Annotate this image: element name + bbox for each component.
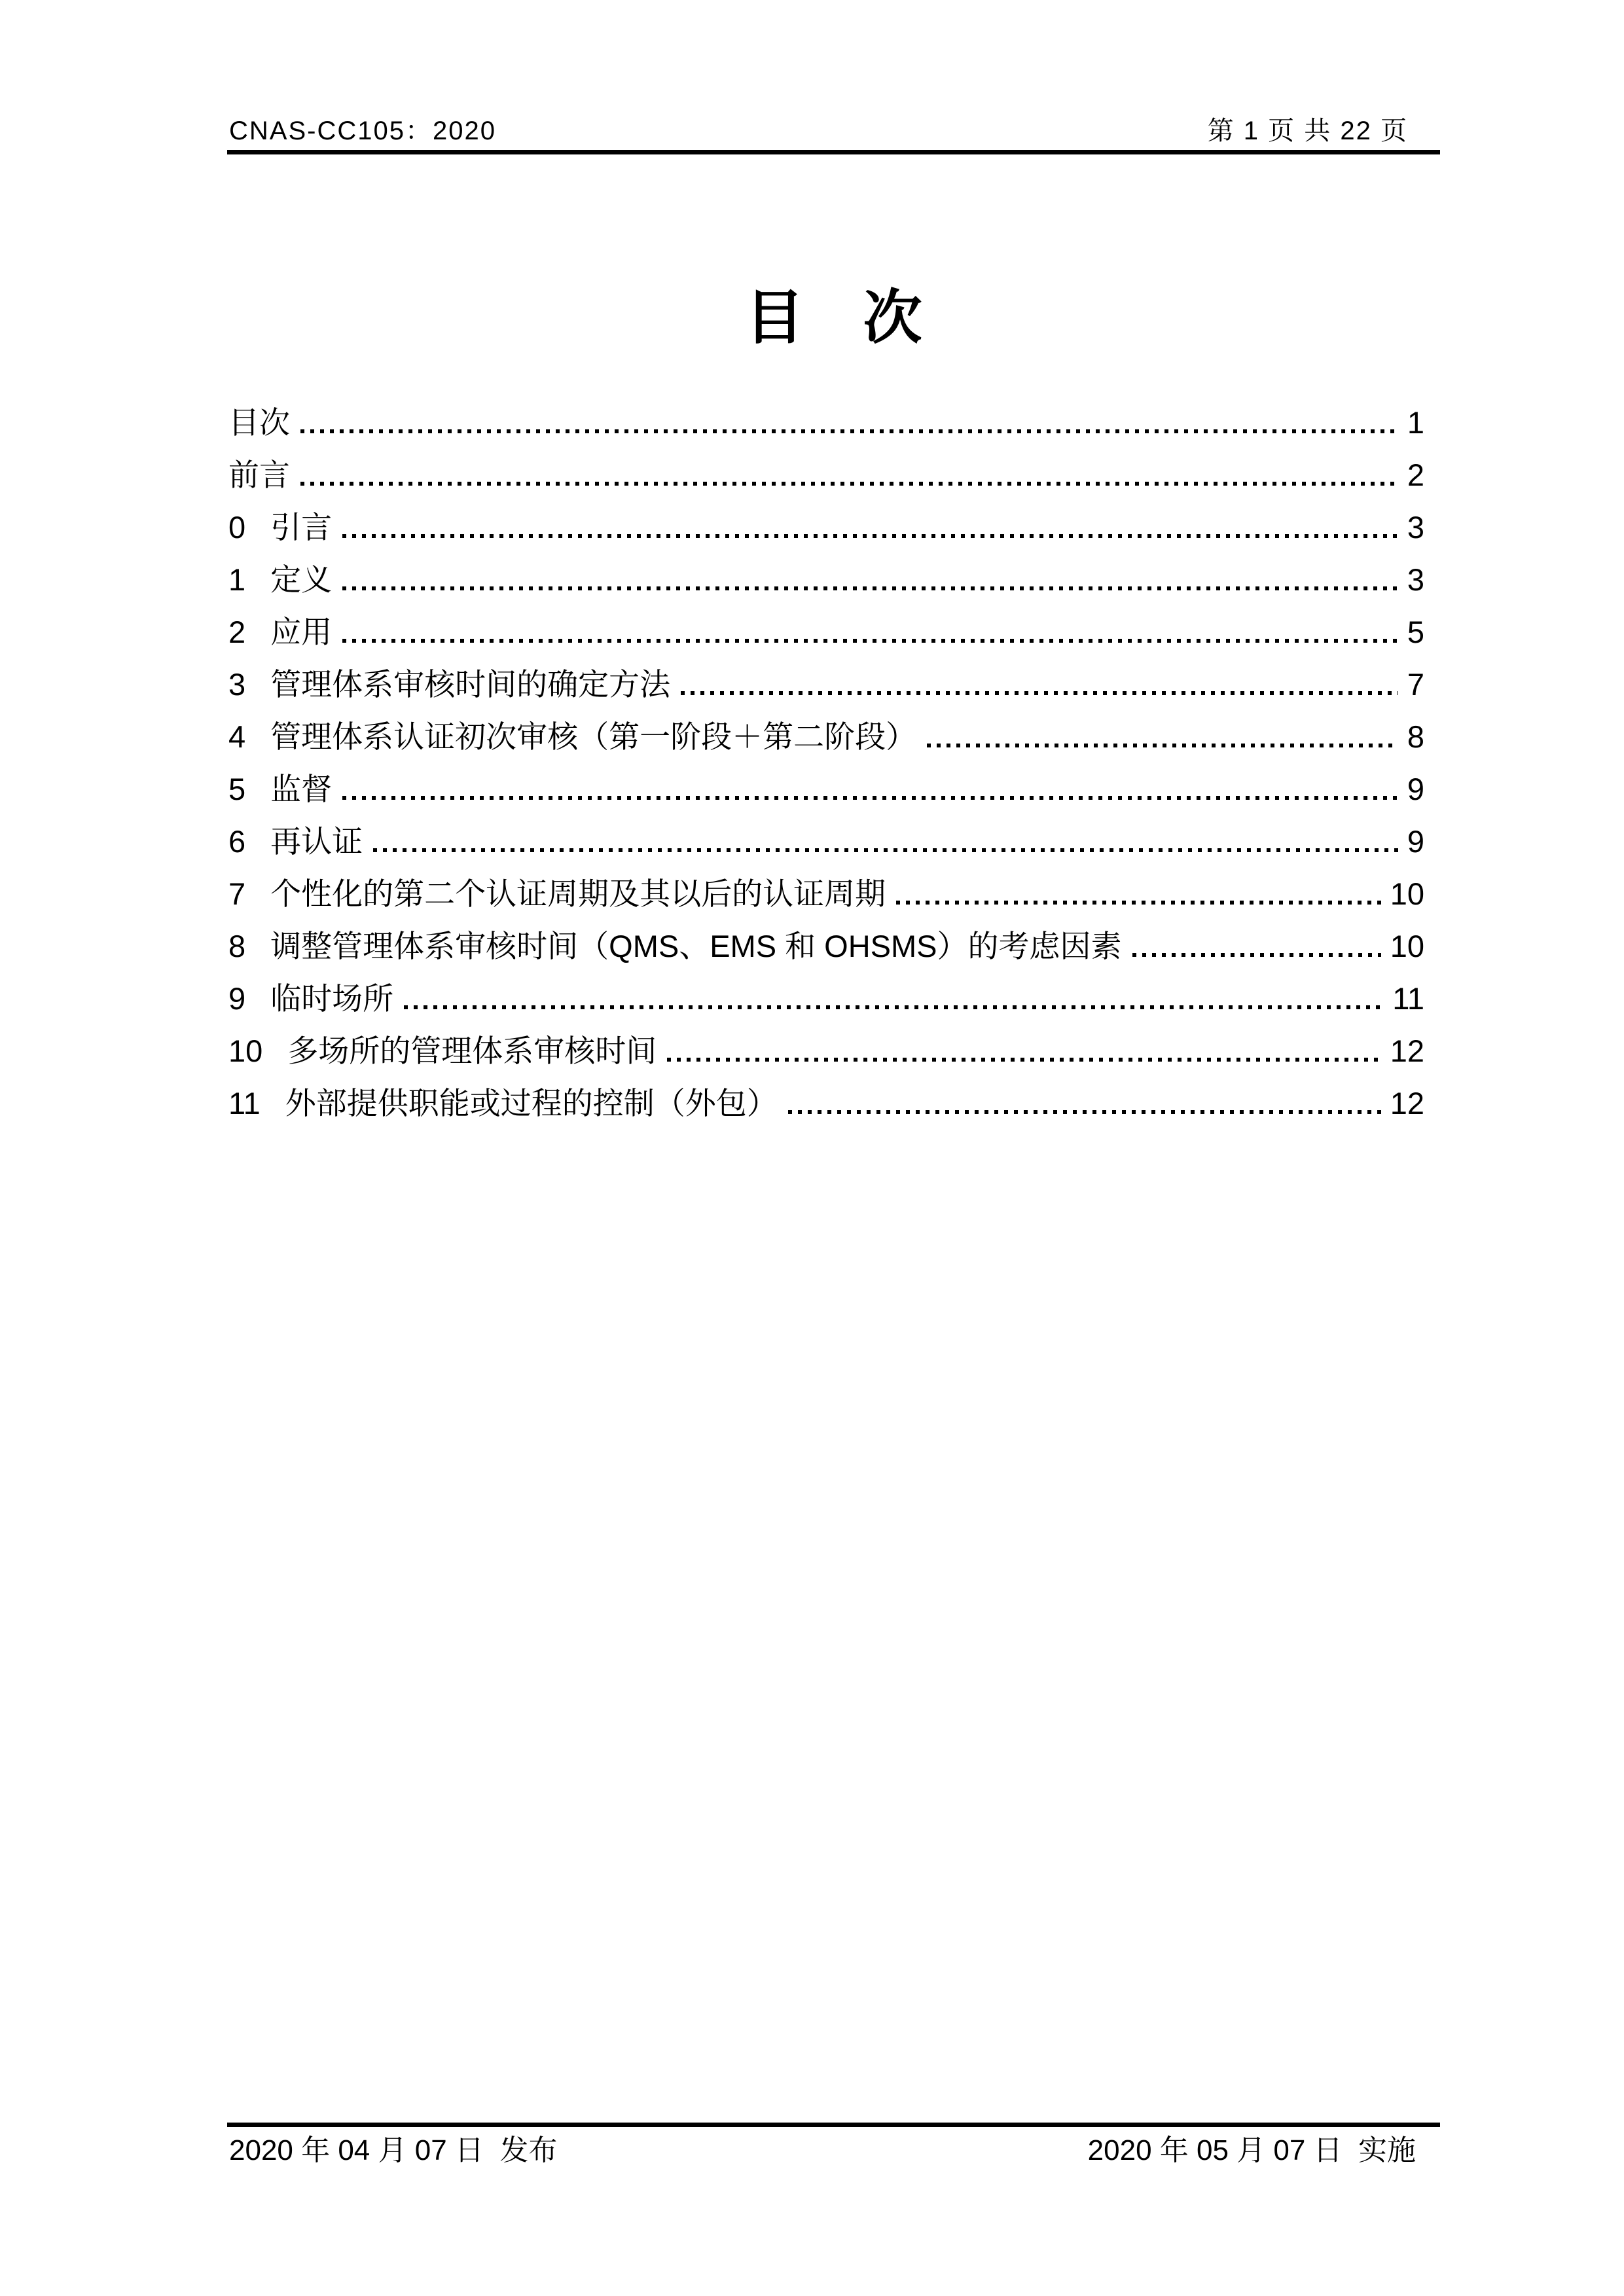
toc-entry-label: 多场所的管理体系审核时间 bbox=[287, 1033, 657, 1068]
toc-leader-dots bbox=[342, 534, 1398, 538]
toc-entry[interactable] bbox=[228, 816, 1424, 868]
toc-list bbox=[228, 397, 1424, 1130]
toc-entry-label: 外部提供职能或过程的控制（外包） bbox=[285, 1086, 778, 1121]
toc-entry-page: 2 bbox=[1407, 457, 1424, 492]
toc-entry[interactable] bbox=[228, 1025, 1424, 1077]
toc-entry-page: 9 bbox=[1407, 824, 1424, 859]
toc-entry-page: 3 bbox=[1407, 510, 1424, 545]
toc-entry-number: 11 bbox=[228, 1086, 261, 1121]
toc-entry-number: 9 bbox=[228, 981, 246, 1016]
header-doc-code: CNAS-CC105：2020 bbox=[229, 117, 496, 145]
toc-entry[interactable] bbox=[228, 658, 1424, 711]
toc-entry-number: 10 bbox=[228, 1033, 263, 1068]
toc-leader-dots bbox=[342, 586, 1398, 590]
toc-entry-page: 11 bbox=[1392, 981, 1424, 1016]
toc-entry-page: 10 bbox=[1390, 929, 1424, 963]
toc-entry[interactable] bbox=[228, 606, 1424, 658]
toc-entry-label: 管理体系审核时间的确定方法 bbox=[270, 667, 671, 702]
toc-entry-page: 12 bbox=[1390, 1086, 1424, 1121]
toc-entry-number: 7 bbox=[228, 876, 246, 911]
toc-leader-dots bbox=[667, 1058, 1380, 1062]
toc-leader-dots bbox=[896, 901, 1381, 905]
toc-entry-page: 10 bbox=[1390, 876, 1424, 911]
toc-leader-dots bbox=[681, 691, 1398, 695]
toc-entry-label: 定义 bbox=[270, 562, 333, 597]
header-page-indicator: 第 1 页 共 22 页 bbox=[1207, 117, 1408, 145]
page-footer bbox=[229, 2132, 1416, 2169]
header-rule bbox=[227, 150, 1440, 154]
toc-entry[interactable] bbox=[228, 554, 1424, 606]
toc-entry-number: 2 bbox=[228, 615, 246, 649]
toc-entry-label: 再认证 bbox=[270, 824, 363, 859]
toc-entry-label: 调整管理体系审核时间（QMS、EMS 和 OHSMS）的考虑因素 bbox=[270, 929, 1122, 963]
toc-entry-page: 7 bbox=[1407, 667, 1424, 702]
toc-title: 目 次 bbox=[745, 285, 922, 351]
toc-leader-dots bbox=[927, 744, 1398, 747]
toc-entry[interactable] bbox=[228, 973, 1424, 1025]
toc-entry-label: 管理体系认证初次审核（第一阶段＋第二阶段） bbox=[270, 719, 917, 754]
toc-entry-page: 1 bbox=[1407, 405, 1424, 440]
toc-entry-page: 5 bbox=[1407, 615, 1424, 649]
toc-entry-page: 12 bbox=[1390, 1033, 1424, 1068]
toc-entry-label: 个性化的第二个认证周期及其以后的认证周期 bbox=[270, 876, 886, 911]
toc-leader-dots bbox=[404, 1005, 1383, 1009]
toc-leader-dots bbox=[1132, 953, 1381, 957]
toc-entry-label: 引言 bbox=[270, 510, 333, 545]
toc-entry-number: 0 bbox=[228, 510, 246, 545]
footer-implementation-date: 2020 年 05 月 07 日 实施 bbox=[1087, 2134, 1416, 2166]
toc-entry[interactable] bbox=[228, 711, 1424, 763]
toc-entry-number: 8 bbox=[228, 929, 246, 963]
toc-leader-dots bbox=[342, 639, 1398, 643]
toc-entry[interactable] bbox=[228, 920, 1424, 973]
toc-entry-label: 目次 bbox=[228, 405, 290, 440]
footer-issue-date: 2020 年 04 月 07 日 发布 bbox=[229, 2134, 558, 2166]
toc-entry-page: 9 bbox=[1407, 772, 1424, 806]
toc-leader-dots bbox=[373, 848, 1398, 852]
page-header bbox=[229, 115, 1408, 147]
toc-entry[interactable] bbox=[228, 449, 1424, 501]
toc-entry-number: 4 bbox=[228, 719, 246, 754]
toc-entry-number: 6 bbox=[228, 824, 246, 859]
toc-entry-number: 1 bbox=[228, 562, 246, 597]
toc-entry-number: 3 bbox=[228, 667, 246, 702]
toc-entry-page: 8 bbox=[1407, 719, 1424, 754]
toc-leader-dots bbox=[300, 482, 1398, 486]
toc-entry-label: 临时场所 bbox=[270, 981, 394, 1016]
toc-entry-label: 应用 bbox=[270, 615, 333, 649]
toc-entry-number: 5 bbox=[228, 772, 246, 806]
toc-entry[interactable] bbox=[228, 1077, 1424, 1130]
toc-entry[interactable] bbox=[228, 763, 1424, 816]
toc-leader-dots bbox=[788, 1110, 1381, 1114]
toc-entry-label: 监督 bbox=[270, 772, 333, 806]
footer-rule bbox=[227, 2123, 1440, 2127]
toc-entry-label: 前言 bbox=[228, 457, 290, 492]
toc-entry[interactable] bbox=[228, 501, 1424, 554]
toc-leader-dots bbox=[342, 796, 1398, 800]
toc-leader-dots bbox=[300, 429, 1398, 433]
toc-entry[interactable] bbox=[228, 868, 1424, 920]
toc-entry[interactable] bbox=[228, 397, 1424, 449]
toc-entry-page: 3 bbox=[1407, 562, 1424, 597]
